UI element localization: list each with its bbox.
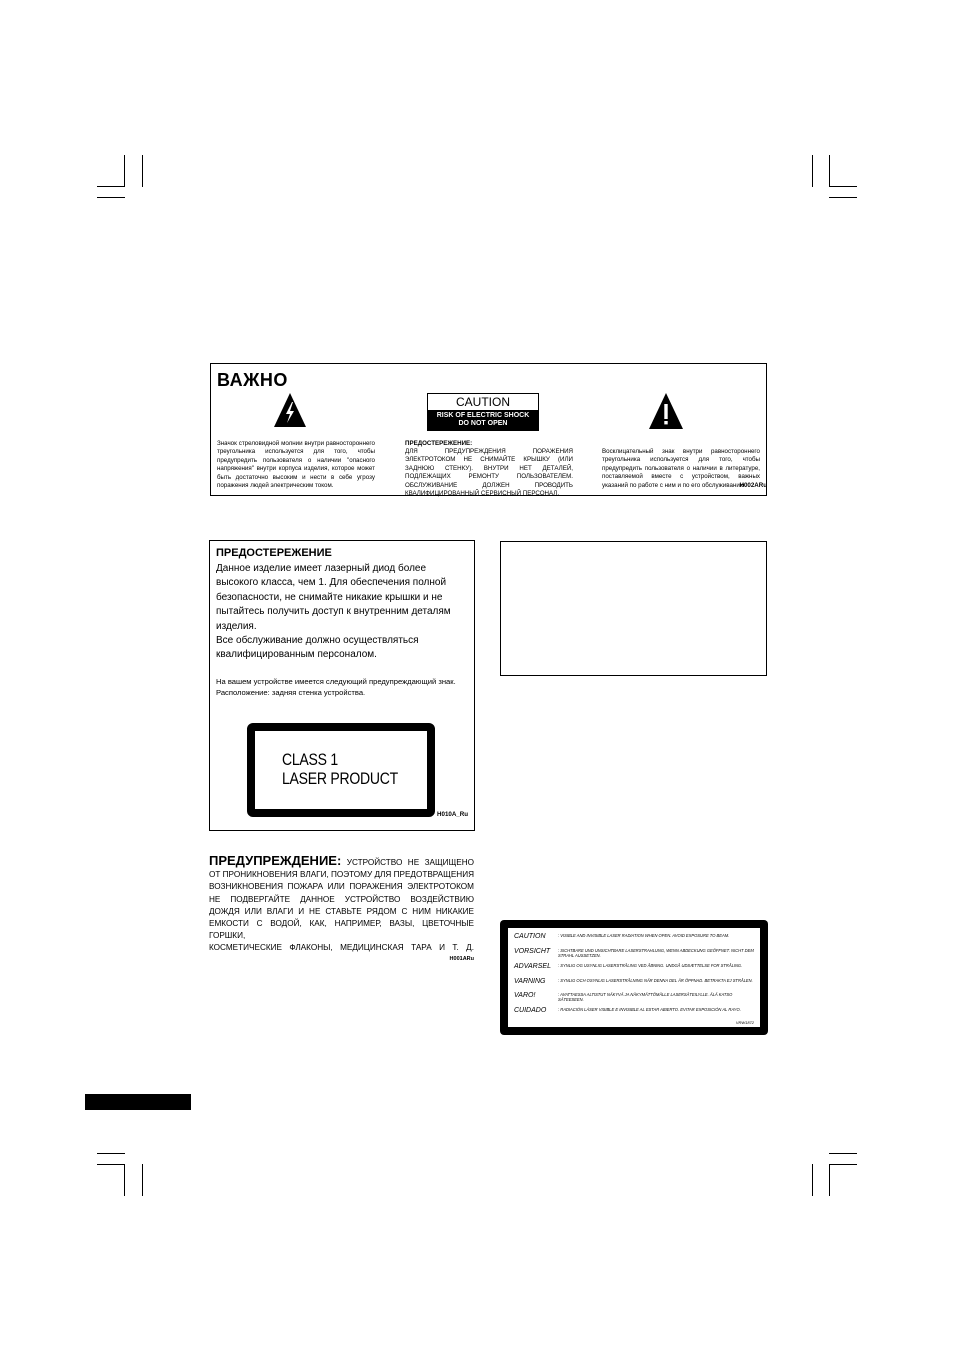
crop-mark	[829, 1153, 857, 1154]
crop-mark	[124, 155, 125, 187]
caution-shock-label	[427, 393, 539, 431]
caution-label-line1: RISK OF ELECTRIC SHOCK	[436, 412, 530, 419]
class1-line-1: CLASS 1	[282, 751, 338, 769]
moisture-warning	[209, 855, 474, 962]
lightning-explanation: Значок стреловидной молнии внутри равностороннего треугольника используется для того, чтобы предупредить пользователя о наличии "опасного напряжения" внутри корпуса изделия, которое может быть достаточно высоким и нести в себе угрозу поражения людей электрическим током.	[217, 440, 375, 490]
label-row-text: : AVATTAESSA ALTISTUT NÄKYVÄ JA NÄKYMÄTTÖMÄLLE LASERSÄTEILYLLE. ÄLÄ KATSO SÄTEESEEN.	[558, 992, 733, 1002]
label-row	[514, 963, 756, 970]
moisture-warning-code: H001ARu	[449, 955, 474, 962]
label-row-lang: CUIDADO	[514, 1007, 547, 1014]
crop-mark	[812, 1164, 813, 1196]
class1-laser-label	[247, 723, 435, 817]
laser-body-text: Данное изделие имеет лазерный диод более высокого класса, чем 1. Для обеспечения полной безопасности, не снимайте никакие крышки и не пытайтесь получить доступ к внутренним деталям изделия.	[216, 563, 451, 632]
laser-note-2: Расположение: задняя стенка устройства.	[216, 688, 366, 697]
label-row	[514, 1007, 756, 1014]
crop-mark	[829, 155, 830, 187]
page-number-bar	[85, 1094, 191, 1110]
laser-heading: ПРЕДОСТЕРЕЖЕНИЕ	[216, 547, 332, 559]
moisture-warning-body: УСТРОЙСТВО НЕ ЗАЩИЩЕНО ОТ ПРОНИКНОВЕНИЯ ВЛАГИ, ПОЭТОМУ ДЛЯ ПРЕДОТВРАЩЕНИЯ ВОЗНИКНОВЕНИЯ ПОЖАРА ИЛИ ПОРАЖЕНИЯ ЭЛЕКТРОТОКОМ НЕ ПОДВЕРГАЙТЕ ДАННОЕ УСТРОЙСТВО ВОЗДЕЙСТВИЮ ДОЖДЯ ИЛИ ВЛАГИ И НЕ СТАВЬТЕ РЯДОМ С НИМ НИКАКИЕ ЕМКОСТИ С ВОДОЙ, КАК, НАПРИМЕР, ВАЗЫ, ЦВЕТОЧНЫЕ ГОРШКИ,	[209, 858, 474, 941]
exclamation-warning-icon	[648, 392, 684, 430]
crop-mark	[829, 197, 857, 198]
multilingual-laser-caution-label	[500, 920, 768, 1035]
laser-body-text-2: Все обслуживание должно осуществляться квалифицированным персоналом.	[216, 635, 419, 661]
crop-mark	[97, 1164, 125, 1165]
label-row-lang: ADVARSEL	[514, 963, 551, 970]
label-row-lang: VORSICHT	[514, 948, 551, 955]
lightning-warning-icon	[273, 392, 307, 428]
caution-label-line2: DO NOT OPEN	[458, 420, 508, 427]
crop-mark	[829, 186, 857, 187]
crop-mark	[829, 1164, 857, 1165]
label-row-text: : VISIBLE AND INVISIBLE LASER RADIATION WHEN OPEN. AVOID EXPOSURE TO BEAM.	[558, 933, 730, 938]
crop-mark	[97, 186, 125, 187]
moisture-warning-text	[209, 855, 474, 942]
moisture-warning-lead: ПРЕДУПРЕЖДЕНИЕ:	[209, 853, 342, 868]
label-row	[514, 992, 756, 1002]
caution-label-top: CAUTION	[456, 395, 510, 409]
crop-mark	[142, 1164, 143, 1196]
important-notice-box	[210, 363, 767, 496]
crop-mark	[142, 155, 143, 187]
label-row	[514, 948, 756, 958]
crop-mark	[97, 1153, 125, 1154]
label-row-lang: VARO!	[514, 992, 536, 999]
laser-note-1: На вашем устройстве имеется следующий предупреждающий знак.	[216, 677, 456, 686]
label-row	[514, 933, 756, 940]
label-row-text: : SYNLIG OG USYNLIG LASERSTRÅLING VED ÅBNING. UNDGÅ UDSÆTTELSE FOR STRÅLING.	[558, 963, 743, 968]
label-row-text: : RADIACIÓN LÁSER VISIBLE E INVISIBLE AL ESTAR ABIERTO. EVITAR EXPOSICIÓN AL RAYO.	[558, 1007, 741, 1012]
label-row-text: : SYNLIG OCH OSYNLIG LASERSTRÅLNING NÄR DENNA DEL ÄR ÖPPNAD. BETRAKTA EJ STRÅLEN.	[558, 978, 753, 983]
crop-mark	[812, 155, 813, 187]
multilingual-label-inner	[508, 928, 760, 1027]
center-explanation: ДЛЯ ПРЕДУПРЕЖДЕНИЯ ПОРАЖЕНИЯ ЭЛЕКТРОТОКОМ НЕ СНИМАЙТЕ КРЫШКУ (ИЛИ ЗАДНЮЮ СТЕНКУ). ВНУТРИ НЕТ ДЕТАЛЕЙ, ПОДЛЕЖАЩИХ РЕМОНТУ ПОЛЬЗОВАТЕЛЕМ. ОБСЛУЖИВАНИЕ ДОЛЖЕН ПРОВОДИТЬ КВАЛИФИЦИРОВАННЫЙ СЕРВИСНЫЙ ПЕРСОНАЛ.	[405, 448, 573, 498]
class1-line-2: LASER PRODUCT	[282, 770, 398, 788]
label-row	[514, 978, 756, 985]
center-heading: ПРЕДОСТЕРЕЖЕНИЕ:	[405, 440, 473, 447]
laser-code: H010A_Ru	[437, 811, 468, 818]
crop-mark	[124, 1164, 125, 1196]
laser-notes	[216, 676, 470, 698]
blank-notice-box	[500, 541, 767, 676]
important-code: H002ARu	[739, 482, 767, 489]
important-title: ВАЖНО	[217, 370, 288, 390]
crop-mark	[97, 197, 125, 198]
exclamation-explanation: Восклицательный знак внутри равностороннего треугольника используется для того, чтобы предупредить пользователя о наличии в литературе, поставляемой вместе с устройством, важных указаний по работе с ним и по его обслуживанию.	[602, 448, 760, 489]
label-row-lang: CAUTION	[514, 933, 546, 940]
caution-label-bottom	[428, 410, 538, 430]
label-row-lang: VARNING	[514, 978, 546, 985]
crop-mark	[829, 1164, 830, 1196]
laser-warning-box	[209, 540, 475, 831]
moisture-warning-last-line: КОСМЕТИЧЕСКИЕ ФЛАКОНЫ, МЕДИЦИНСКАЯ ТАРА И Т. Д.	[209, 943, 474, 953]
label-code: VRW1872	[735, 1020, 754, 1025]
laser-body	[216, 562, 470, 663]
label-row-text: : SICHTBARE UND UNSICHTBARE LASERSTRAHLUNG, WENN ABDECKUNG GEÖFFNET. NICHT DEM STRAHL AUSSETZEN.	[558, 948, 754, 958]
